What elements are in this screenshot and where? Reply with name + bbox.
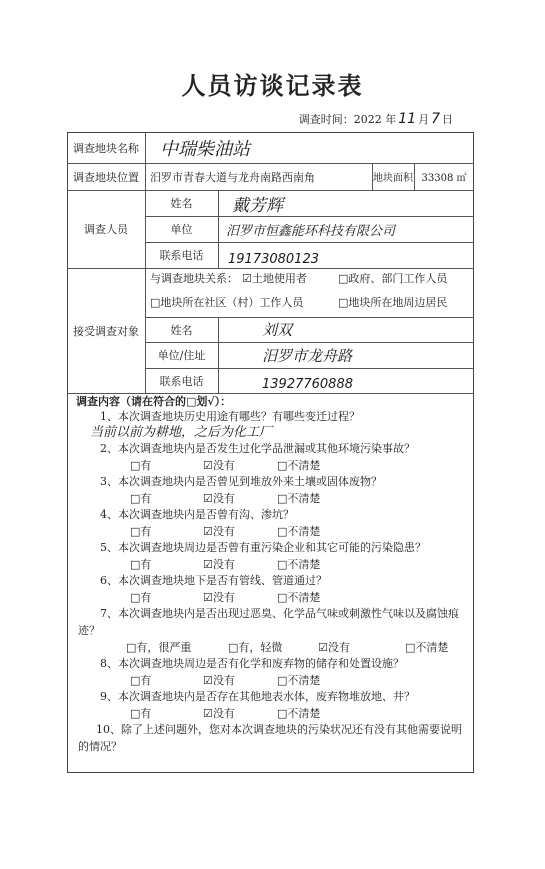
option-no[interactable]: ☑没有: [203, 707, 235, 720]
area-label: 地块面积: [373, 173, 413, 184]
question-9: 9、本次调查地块内是否存在其他地表水体，废弃物堆放地、井？: [100, 690, 415, 703]
interviewee-phone-value[interactable]: 13927760888: [262, 377, 353, 392]
question-2: 2、本次调查地块内是否发生过化学品泄漏或其他环境污染事故？: [100, 442, 415, 455]
form-title: 人员访谈记录表: [181, 71, 364, 100]
option-unknown[interactable]: □不清楚: [277, 525, 321, 538]
question-1: 1、本次调查地块历史用途有哪些？有哪些变迁过程？: [100, 410, 360, 423]
option-no[interactable]: ☑没有: [203, 525, 235, 538]
investigator-name-label: 姓名: [170, 197, 193, 210]
interviewee-address-label: 单位/住址: [157, 349, 206, 362]
site-location-label: 调查地块位置: [73, 170, 139, 184]
investigator-phone-value[interactable]: 19173080123: [228, 251, 319, 267]
option-unknown[interactable]: □不清楚: [277, 591, 321, 604]
option-yes[interactable]: □有: [130, 558, 152, 571]
option-yes[interactable]: □有: [130, 591, 152, 604]
question-10-continued: 的情况？: [78, 740, 122, 753]
investigator-label: 调查人员: [84, 223, 128, 236]
interviewee-address-value[interactable]: 汨罗市龙舟路: [262, 346, 353, 365]
option-unknown[interactable]: □不清楚: [277, 558, 321, 571]
date-day-label: 日: [442, 113, 453, 126]
question-1-answer[interactable]: 当前以前为耕地，之后为化工厂: [90, 425, 273, 440]
relation-option-resident[interactable]: □地块所在地周边居民: [338, 296, 448, 309]
question-7: 7、本次调查地块内是否出现过恶臭、化学品气味或刺激性气味以及腐蚀痕: [100, 607, 459, 620]
question-5: 5、本次调查地块周边是否曾有重污染企业和其它可能的污染隐患？: [100, 541, 426, 554]
option-no[interactable]: ☑没有: [318, 641, 350, 654]
interviewee-label: 接受调查对象: [73, 324, 139, 338]
option-no[interactable]: ☑没有: [203, 459, 235, 472]
option-no[interactable]: ☑没有: [203, 591, 235, 604]
col-divider: [218, 317, 219, 393]
date-day[interactable]: 7: [431, 111, 440, 127]
investigator-name-value[interactable]: 戴芳辉: [232, 195, 283, 216]
content-header: 调查内容（请在符合的□划√）：: [76, 395, 232, 408]
investigator-phone-label: 联系电话: [159, 249, 204, 262]
option-unknown[interactable]: □不清楚: [277, 492, 321, 505]
investigator-unit-label: 单位: [170, 223, 193, 236]
option-no[interactable]: ☑没有: [203, 492, 235, 505]
option-unknown[interactable]: □不清楚: [277, 674, 321, 687]
question-4: 4、本次调查地块内是否曾有沟、渗坑？: [100, 508, 294, 521]
date-month[interactable]: 11: [398, 111, 417, 127]
question-8: 8、本次调查地块周边是否有化学和废弃物的储存和处置设施？: [100, 657, 404, 670]
site-name-value[interactable]: 中瑞柴油站: [160, 138, 250, 160]
question-7-continued: 迹？: [78, 624, 100, 637]
relation-option-government[interactable]: □政府、部门工作人员: [338, 272, 448, 285]
option-yes[interactable]: □有: [130, 492, 152, 505]
option-yes[interactable]: □有: [130, 674, 152, 687]
option-no[interactable]: ☑没有: [203, 558, 235, 571]
col-divider: [218, 190, 219, 268]
relation-option-community[interactable]: □地块所在社区（村）工作人员: [150, 296, 304, 309]
date-prefix: 调查时间：2022 年: [298, 113, 397, 126]
relation-option-land-user[interactable]: ☑土地使用者: [242, 272, 307, 285]
area-value: 33308 ㎡: [421, 173, 467, 184]
option-yes-slight[interactable]: □有，轻微: [228, 641, 283, 654]
site-location-value: 汨罗市青春大道与龙舟南路西南角: [150, 170, 315, 184]
option-unknown[interactable]: □不清楚: [405, 641, 449, 654]
site-name-label: 调查地块名称: [73, 141, 139, 155]
option-no[interactable]: ☑没有: [203, 674, 235, 687]
option-yes[interactable]: □有: [130, 525, 152, 538]
question-10: 10、除了上述问题外，您对本次调查地块的污染状况还有没有其他需要说明: [96, 723, 462, 736]
option-yes[interactable]: □有: [130, 459, 152, 472]
relation-prefix: 与调查地块关系：: [150, 272, 238, 285]
question-6: 6、本次调查地块地下是否有管线、管道通过？: [100, 574, 327, 587]
interviewee-phone-label: 联系电话: [159, 374, 204, 388]
question-3: 3、本次调查地块内是否曾见到堆放外来土壤或固体废物？: [100, 475, 382, 488]
survey-date: [299, 111, 453, 127]
option-yes-severe[interactable]: □有，很严重: [126, 641, 192, 654]
option-unknown[interactable]: □不清楚: [277, 707, 321, 720]
investigator-unit-value[interactable]: 汨罗市恒鑫能环科技有限公司: [226, 223, 396, 239]
option-unknown[interactable]: □不清楚: [277, 459, 321, 472]
date-month-label: 月: [418, 113, 430, 126]
interviewee-name-label: 姓名: [170, 323, 193, 337]
option-yes[interactable]: □有: [130, 707, 152, 720]
interviewee-name-value[interactable]: 刘双: [262, 321, 293, 339]
